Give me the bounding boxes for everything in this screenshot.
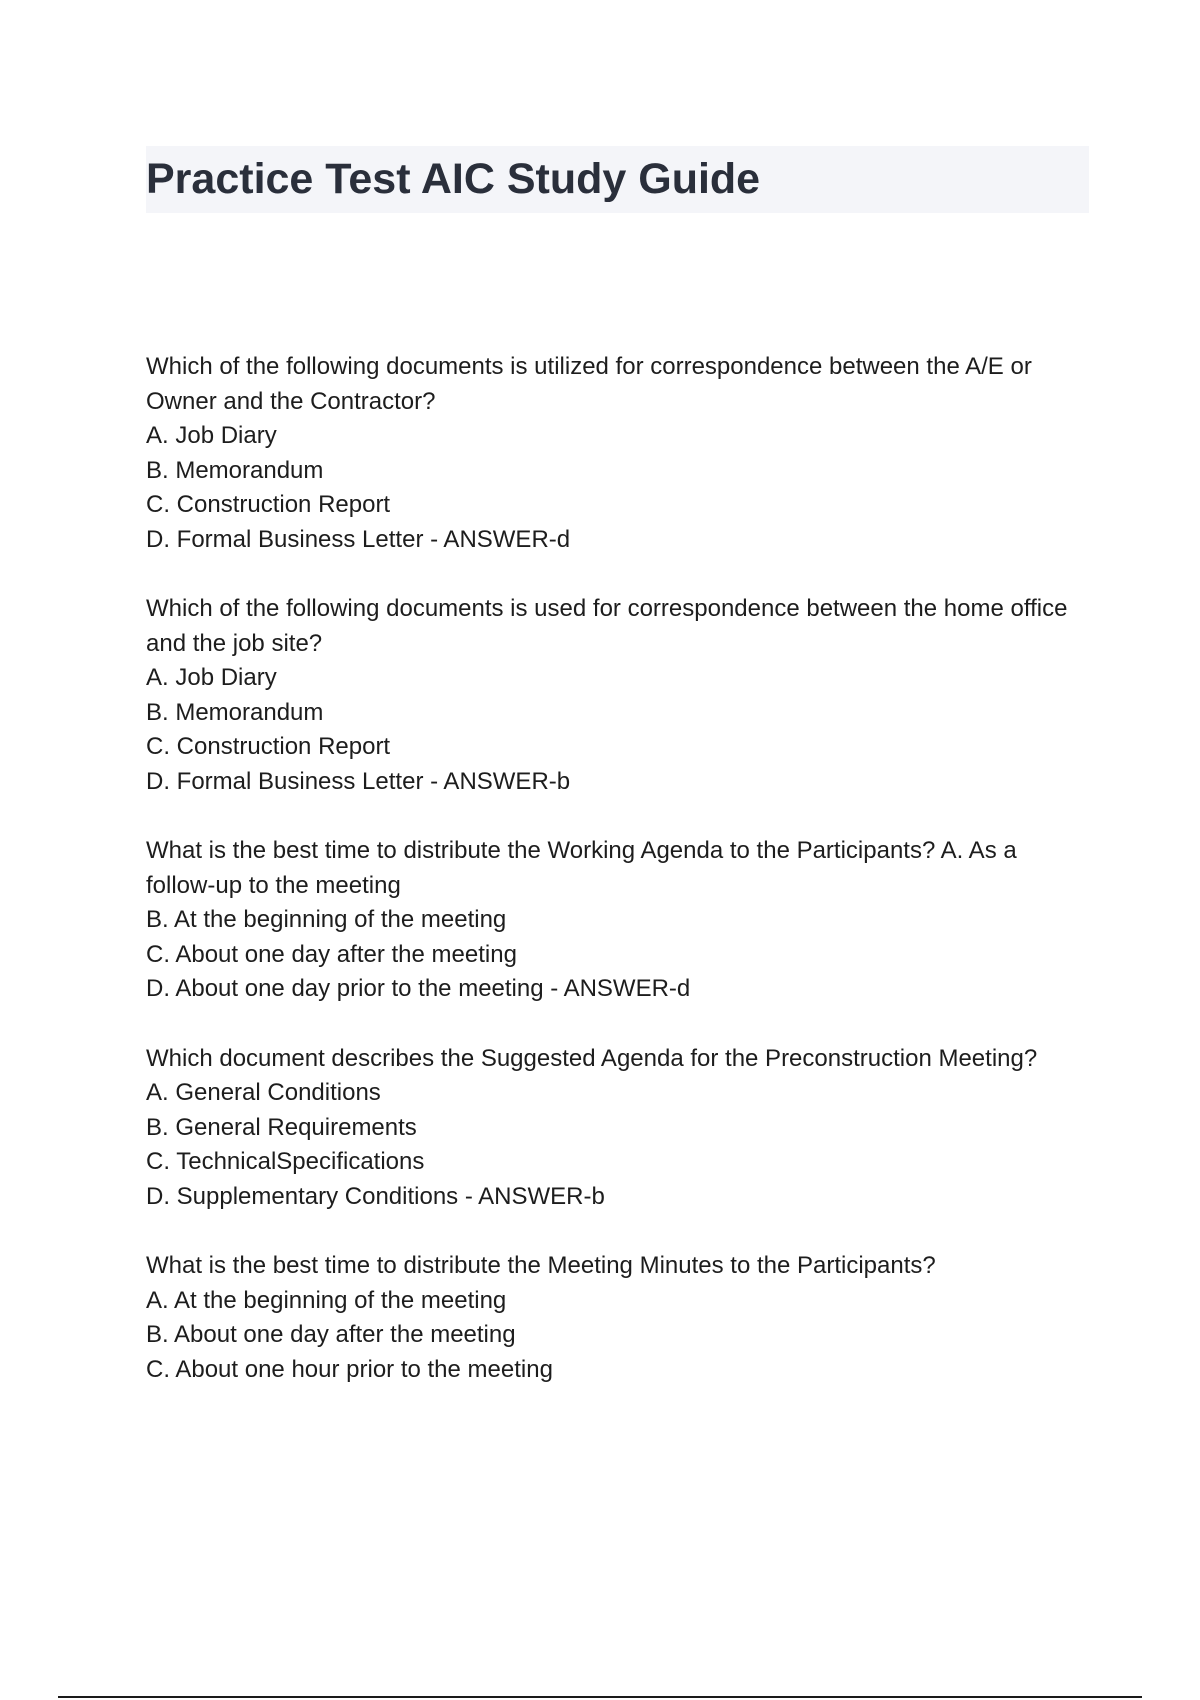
- answer-option: D. Supplementary Conditions - ANSWER-b: [146, 1182, 605, 1210]
- page-title: Practice Test AIC Study Guide: [146, 155, 761, 203]
- answer-option: C. Construction Report: [146, 733, 391, 760]
- title-banner: [146, 146, 1089, 213]
- answer-option: A. At the beginning of the meeting: [146, 1286, 507, 1314]
- answer-option: B. Memorandum: [146, 698, 324, 726]
- question-item: [146, 1249, 1091, 1387]
- answer-option: D. Formal Business Letter - ANSWER-d: [146, 525, 571, 553]
- answer-option: B. Memorandum: [146, 456, 324, 484]
- question-prompt: What is the best time to distribute the Working Agenda to the Participants? A. As a follow-up to the meeting: [146, 837, 1017, 899]
- question-prompt: What is the best time to distribute the Meeting Minutes to the Participants?: [146, 1252, 936, 1279]
- question-list: [146, 350, 1091, 1422]
- question-item: [146, 592, 1091, 799]
- question-item: [146, 834, 1091, 1007]
- answer-option: C. TechnicalSpecifications: [146, 1148, 425, 1175]
- question-prompt: Which document describes the Suggested Agenda for the Preconstruction Meeting?: [146, 1044, 1038, 1072]
- question-item: [146, 350, 1091, 557]
- question-prompt: Which of the following documents is utilized for correspondence between the A/E or Owner and the Contractor?: [146, 353, 1032, 415]
- question-prompt: Which of the following documents is used for correspondence between the home office and the job site?: [146, 595, 1068, 657]
- question-item: [146, 1042, 1091, 1215]
- answer-option: D. Formal Business Letter - ANSWER-b: [146, 767, 571, 795]
- answer-option: B. At the beginning of the meeting: [146, 906, 507, 933]
- answer-option: D. About one day prior to the meeting - ANSWER-d: [146, 975, 691, 1002]
- answer-option: C. About one hour prior to the meeting: [146, 1355, 553, 1383]
- answer-option: B. General Requirements: [146, 1113, 417, 1141]
- answer-option: C. About one day after the meeting: [146, 940, 517, 968]
- answer-option: A. Job Diary: [146, 664, 277, 691]
- answer-option: A. General Conditions: [146, 1079, 381, 1106]
- answer-option: B. About one day after the meeting: [146, 1321, 516, 1348]
- answer-option: C. Construction Report: [146, 491, 391, 518]
- answer-option: A. Job Diary: [146, 422, 277, 449]
- footer-divider: [58, 1696, 1142, 1698]
